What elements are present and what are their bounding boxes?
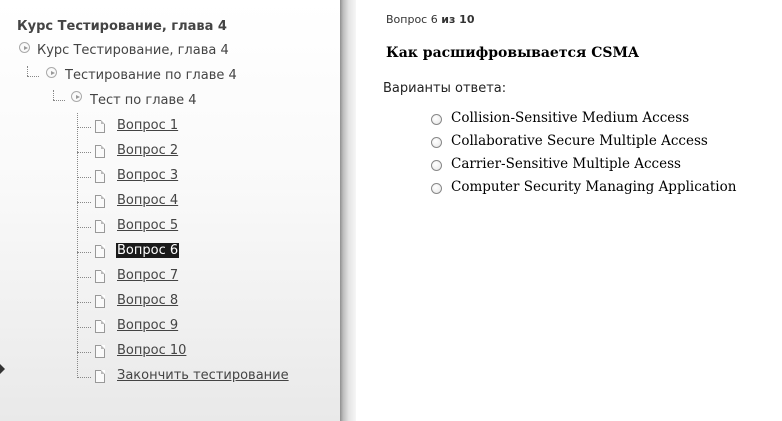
tree-connector (77, 252, 91, 253)
radio-button[interactable] (431, 114, 442, 125)
tree-connector (77, 277, 91, 278)
play-circle-icon (19, 42, 30, 53)
question-link-9[interactable]: Вопрос 9 (117, 318, 179, 333)
tree-connector (77, 352, 91, 353)
answer-option-label: Collaborative Secure Multiple Access (451, 133, 708, 149)
question-text: Как расшифровывается CSMA (386, 45, 639, 61)
question-link-3[interactable]: Вопрос 3 (117, 168, 179, 183)
question-link-10[interactable]: Вопрос 10 (117, 343, 187, 358)
answer-option-label: Computer Security Managing Application (451, 179, 737, 195)
tree-connector (27, 66, 28, 76)
tree-connector (77, 227, 91, 228)
tree-connector (77, 152, 91, 153)
play-circle-icon (46, 67, 57, 78)
navigation-panel (0, 0, 340, 421)
page-icon (95, 145, 105, 158)
page-icon (95, 320, 105, 333)
tree-connector (77, 302, 91, 303)
tree-connector (77, 127, 91, 128)
tree-item-test[interactable]: Тест по главе 4 (90, 93, 197, 108)
panel-edge-arrow-icon (0, 364, 5, 374)
question-link-4[interactable]: Вопрос 4 (117, 193, 179, 208)
answer-option-label: Carrier-Sensitive Multiple Access (451, 156, 681, 172)
tree-connector (27, 76, 39, 77)
tree-item-course[interactable]: Курс Тестирование, глава 4 (37, 43, 229, 58)
tree-connector (77, 177, 91, 178)
question-counter-current: Вопрос 6 (386, 13, 438, 26)
page-icon (95, 245, 105, 258)
page-icon (95, 270, 105, 283)
page-icon (95, 170, 105, 183)
tree-connector (77, 377, 91, 378)
question-link-1[interactable]: Вопрос 1 (117, 118, 179, 133)
page-icon (95, 120, 105, 133)
page-icon (95, 220, 105, 233)
question-link-8[interactable]: Вопрос 8 (117, 293, 179, 308)
radio-button[interactable] (431, 183, 442, 194)
question-link-6-active[interactable]: Вопрос 6 (117, 243, 179, 258)
tree-connector (77, 327, 91, 328)
tree-connector (53, 90, 54, 100)
page-icon (95, 345, 105, 358)
finish-test-link[interactable]: Закончить тестирование (117, 368, 289, 383)
page-icon (95, 370, 105, 383)
course-header: Курс Тестирование, глава 4 (17, 19, 227, 34)
tree-item-chapter[interactable]: Тестирование по главе 4 (65, 68, 237, 83)
tree-connector (77, 202, 91, 203)
answers-label: Варианты ответа: (383, 81, 507, 96)
radio-button[interactable] (431, 160, 442, 171)
question-link-2[interactable]: Вопрос 2 (117, 143, 179, 158)
answer-option-label: Collision-Sensitive Medium Access (451, 110, 690, 126)
page-icon (95, 195, 105, 208)
question-link-5[interactable]: Вопрос 5 (117, 218, 179, 233)
question-link-7[interactable]: Вопрос 7 (117, 268, 179, 283)
radio-button[interactable] (431, 137, 442, 148)
question-counter (386, 13, 474, 26)
panel-divider[interactable] (340, 0, 356, 421)
question-counter-total: из 10 (441, 13, 475, 26)
play-circle-icon (71, 91, 82, 102)
tree-connector (53, 100, 65, 101)
page-icon (95, 295, 105, 308)
